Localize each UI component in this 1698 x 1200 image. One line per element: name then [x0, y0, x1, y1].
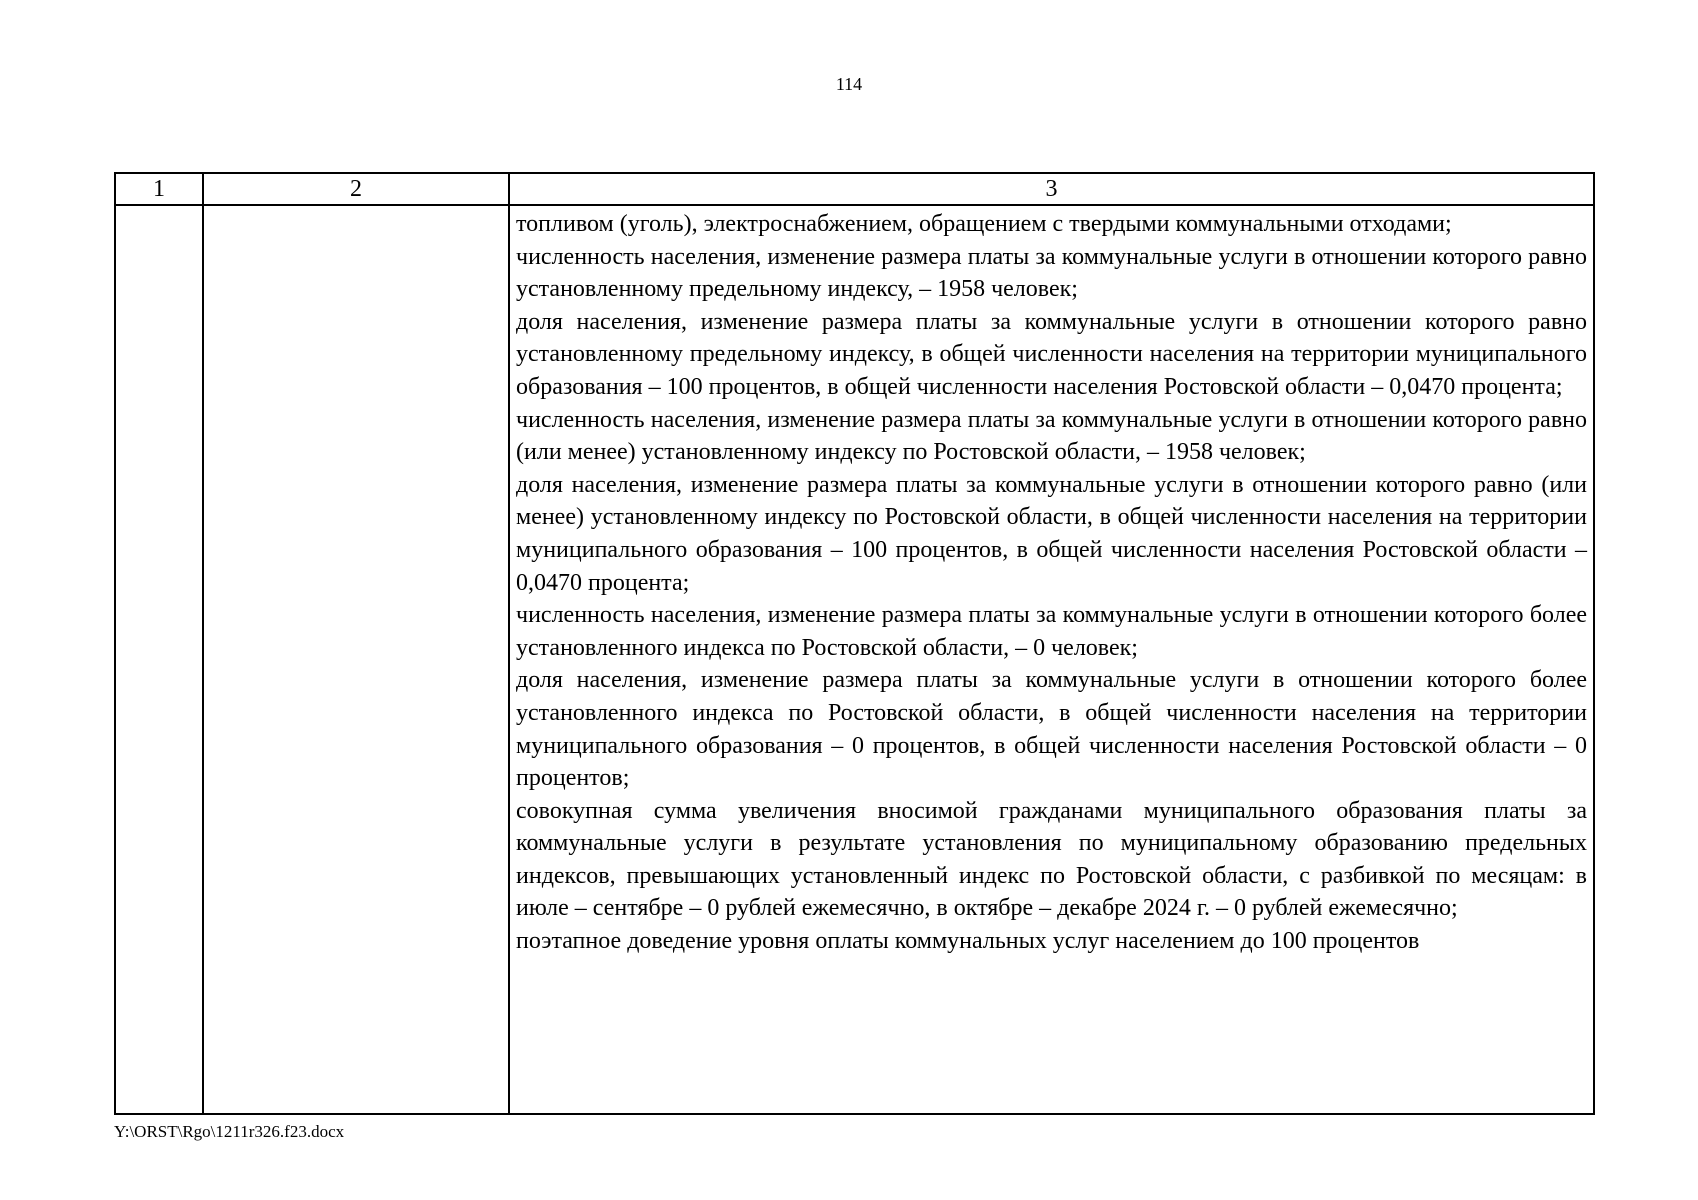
paragraph-population-above-index: численность населения, изменение размера платы за коммунальные услуги в отношении которого более установленного индекса по Ростовской области, – 0 человек;	[516, 602, 1587, 661]
table-row	[115, 205, 1594, 1114]
page-number: 114	[835, 74, 863, 94]
cell-column-1	[115, 205, 203, 1114]
paragraph-share-above-index: доля населения, изменение размера платы за коммунальные услуги в отношении которого более установленного индекса по Ростовской области, в общей численности населения на территории муниципального образования – 0 процентов, в общей численности населения Ростовской области – 0 процентов;	[516, 667, 1587, 792]
column-header-1: 1	[115, 173, 203, 205]
table-header-row	[115, 173, 1594, 205]
footer-file-path: Y:\ORST\Rgo\1211r326.f23.docx	[114, 1122, 345, 1141]
paragraph-population-equal-or-less-index: численность населения, изменение размера платы за коммунальные услуги в отношении которого равно (или менее) установленному индексу по Ростовской области, – 1958 человек;	[516, 406, 1587, 466]
paragraph-fuel-services: топливом (уголь), электроснабжением, обращением с твердыми коммунальными отходами;	[516, 211, 1452, 237]
cell-column-3	[509, 205, 1594, 1114]
paragraph-gradual-payment-level: поэтапное доведение уровня оплаты коммунальных услуг населением до 100 процентов	[516, 928, 1420, 955]
paragraph-population-equal-limit: численность населения, изменение размера платы за коммунальные услуги в отношении которого равно установленному предельному индексу, – 1958 человек;	[516, 243, 1587, 303]
column-header-2: 2	[203, 173, 509, 205]
column-header-3: 3	[509, 173, 1594, 205]
paragraph-total-increase-sum: совокупная сумма увеличения вносимой гражданами муниципального образования платы за коммунальные услуги в результате установления по муниципальному образованию предельных индексов, превышающих установленный индекс по Ростовской области, с разбивкой по месяцам: в июле – сентябре – 0 рублей ежемесячно, в октябре – декабре 2024 г. – 0 рублей ежемесячно;	[516, 797, 1587, 922]
document-table	[114, 172, 1595, 1115]
cell-column-2	[203, 205, 509, 1114]
paragraph-share-equal-or-less-index: доля населения, изменение размера платы за коммунальные услуги в отношении которого равно (или менее) установленному индексу по Ростовской области, в общей численности населения на территории муниципального образования – 100 процентов, в общей численности населения Ростовской области – 0,0470 процента;	[516, 471, 1587, 596]
paragraph-share-equal-limit: доля населения, изменение размера платы за коммунальные услуги в отношении которого равно установленному предельному индексу, в общей численности населения на территории муниципального образования – 100 процентов, в общей численности населения Ростовской области – 0,0470 процента;	[516, 308, 1587, 400]
